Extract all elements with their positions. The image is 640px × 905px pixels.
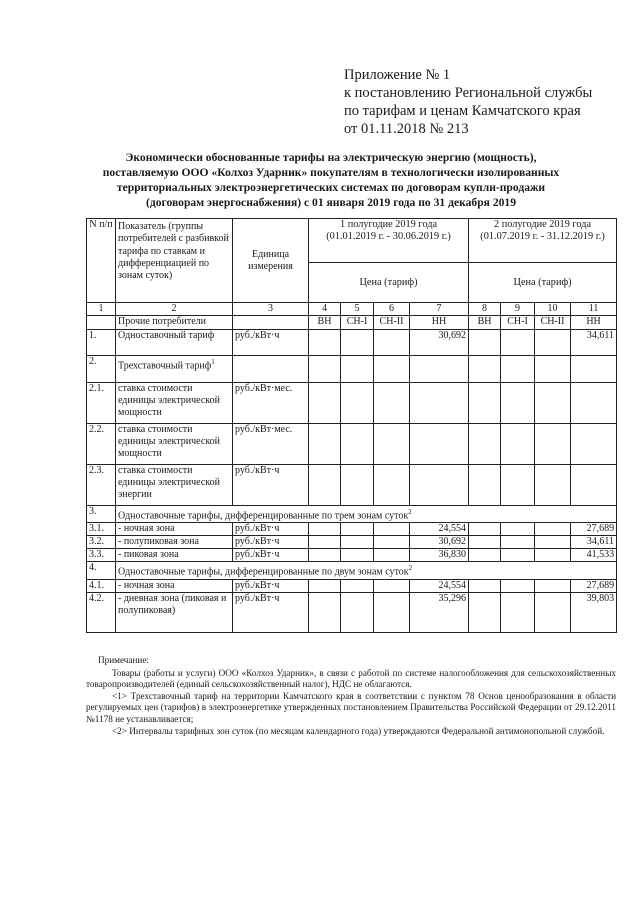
col-number: 9 [501, 303, 535, 316]
voltage-label: ВН [469, 316, 501, 330]
table-row [87, 356, 617, 383]
row-num: 3.1. [87, 523, 116, 536]
title-line-4: (договорам энергоснабжения) с 01 января 2019 года по 31 декабря 2019 [145, 196, 517, 209]
document-title [96, 150, 566, 210]
period-2-title: 2 полугодие 2019 года [494, 219, 592, 230]
col-number: 11 [571, 303, 617, 316]
col-number: 5 [341, 303, 374, 316]
row-name: ставка стоимости единицы электрической мощности [116, 424, 233, 465]
row-unit: руб./кВт·ч [233, 579, 309, 592]
other-consumers-row [87, 316, 617, 330]
row-num: 2.3. [87, 465, 116, 506]
table-row [87, 549, 617, 562]
table-row [87, 523, 617, 536]
row-unit: руб./кВт·мес. [233, 424, 309, 465]
row-num: 3.3. [87, 549, 116, 562]
row-unit: руб./кВт·мес. [233, 383, 309, 424]
value-nn-h2 [571, 356, 617, 383]
voltage-label: ВН [309, 316, 341, 330]
section-label-cell [116, 506, 617, 523]
row-unit: руб./кВт·ч [233, 465, 309, 506]
row-unit: руб./кВт·ч [233, 592, 309, 632]
tariff-table [86, 218, 617, 633]
row-num: 4.2. [87, 592, 116, 632]
table-row [87, 536, 617, 549]
title-line-3: территориальных электроэнергетических системах по договорам купли-продажи [116, 181, 546, 194]
row-unit: руб./кВт·ч [233, 523, 309, 536]
notes-block [86, 655, 616, 737]
appendix-line-2: к постановлению Региональной службы [344, 85, 593, 101]
column-number-row [87, 303, 617, 316]
section-row [87, 562, 617, 579]
col-number: 1 [87, 303, 116, 316]
footnote-marker: 2 [408, 564, 413, 573]
price-header-2: Цена (тариф) [469, 263, 617, 303]
section-label: Одноставочные тарифы, дифференцированные по трем зонам суток [118, 510, 409, 522]
value-nn-h1: 30,692 [410, 536, 469, 549]
value-nn-h2: 27,689 [571, 579, 617, 592]
section-label-cell [116, 562, 617, 579]
voltage-label: СН-II [535, 316, 571, 330]
value-nn-h2 [571, 424, 617, 465]
value-nn-h1: 35,296 [410, 592, 469, 632]
value-nn-h1: 36,830 [410, 549, 469, 562]
section-label: Одноставочные тарифы, дифференцированные по двум зонам суток [118, 566, 409, 578]
col-number: 7 [410, 303, 469, 316]
row-num: 1. [87, 330, 116, 356]
row-unit [233, 356, 309, 383]
voltage-label: НН [410, 316, 469, 330]
section-num: 4. [87, 562, 116, 579]
table-row [87, 424, 617, 465]
row-name: Одноставочный тариф [116, 330, 233, 356]
row-unit: руб./кВт·ч [233, 549, 309, 562]
voltage-label: СН-I [501, 316, 535, 330]
value-nn-h1 [410, 424, 469, 465]
row-name: - ночная зона [116, 579, 233, 592]
header-period-2 [469, 219, 617, 263]
table-row [87, 465, 617, 506]
value-nn-h2: 34,611 [571, 536, 617, 549]
voltage-label: НН [571, 316, 617, 330]
title-line-2: поставляемую ООО «Колхоз Ударник» покупателям в технологически изолированных [102, 166, 560, 179]
value-nn-h2: 27,689 [571, 523, 617, 536]
period-1-dates: (01.01.2019 г. - 30.06.2019 г.) [326, 231, 451, 242]
value-nn-h1 [410, 465, 469, 506]
row-num: 2.1. [87, 383, 116, 424]
value-nn-h2 [571, 383, 617, 424]
value-nn-h1 [410, 356, 469, 383]
value-nn-h2: 41,533 [571, 549, 617, 562]
row-name-cell [116, 356, 233, 383]
row-unit: руб./кВт·ч [233, 330, 309, 356]
value-nn-h1: 30,692 [410, 330, 469, 356]
price-header-1: Цена (тариф) [309, 263, 469, 303]
table-row [87, 330, 617, 356]
col-number: 6 [374, 303, 410, 316]
row-name: ставка стоимости единицы электрической энергии [116, 465, 233, 506]
notes-heading: Примечание: [98, 655, 149, 665]
header-num: N п/п [87, 219, 116, 303]
value-nn-h1 [410, 383, 469, 424]
note-footnote-1: <1> Трехставочный тариф на территории Камчатского края в соответствии с пунктом 78 Основ ценообразования в области регулируемых цен (тарифов) в электроэнергетике утвержденных постановлением Правительства Российской Федерации от 29.12.2011 №1178 не устанавливается; [86, 690, 616, 724]
row-name: Трехставочный тариф [118, 360, 212, 372]
section-row [87, 506, 617, 523]
note-paragraph: Товары (работы и услуги) ООО «Колхоз Ударник», в связи с работой по системе налогообложения для сельскохозяйственных товаропроизводителей (единый сельскохозяйственный налог), НДС не облагаются. [86, 667, 616, 690]
col-number: 8 [469, 303, 501, 316]
period-1-title: 1 полугодие 2019 года [339, 219, 438, 230]
value-nn-h1: 24,554 [410, 523, 469, 536]
appendix-line-1: Приложение № 1 [344, 67, 451, 83]
table-row [87, 579, 617, 592]
title-line-1: Экономически обоснованные тарифы на электрическую энергию (мощность), [125, 151, 537, 164]
row-unit: руб./кВт·ч [233, 536, 309, 549]
appendix-line-3: по тарифам и ценам Камчатского края [344, 103, 581, 119]
appendix-header [344, 66, 592, 138]
appendix-line-4: от 01.11.2018 № 213 [344, 121, 469, 137]
row-num: 2.2. [87, 424, 116, 465]
value-nn-h1: 24,554 [410, 579, 469, 592]
row-name: - пиковая зона [116, 549, 233, 562]
header-period-1 [309, 219, 469, 263]
col-number: 2 [116, 303, 233, 316]
row-name: - полупиковая зона [116, 536, 233, 549]
row-name: - ночная зона [116, 523, 233, 536]
row-name: - дневная зона (пиковая и полупиковая) [116, 592, 233, 632]
period-2-dates: (01.07.2019 г. - 31.12.2019 г.) [480, 231, 605, 242]
voltage-label: СН-I [341, 316, 374, 330]
footnote-marker: 1 [211, 358, 215, 366]
value-nn-h2 [571, 465, 617, 506]
table-row [87, 592, 617, 632]
table-row [87, 383, 617, 424]
header-unit: Единица измерения [233, 219, 309, 303]
voltage-label: СН-II [374, 316, 410, 330]
other-consumers-label: Прочие потребители [116, 316, 233, 330]
col-number: 3 [233, 303, 309, 316]
row-num: 3.2. [87, 536, 116, 549]
col-number: 4 [309, 303, 341, 316]
footnote-marker: 2 [408, 508, 412, 516]
col-number: 10 [535, 303, 571, 316]
row-name: ставка стоимости единицы электрической мощности [116, 383, 233, 424]
section-num: 3. [87, 506, 116, 523]
value-nn-h2: 39,803 [571, 592, 617, 632]
row-num: 2. [87, 356, 116, 383]
value-nn-h2: 34,611 [571, 330, 617, 356]
note-footnote-2: <2> Интервалы тарифных зон суток (по месяцам календарного года) утверждаются Федеральной антимонопольной службой. [112, 725, 605, 736]
header-indicator: Показатель (группы потребителей с разбивкой тарифа по ставкам и дифференциацией по зонам суток) [116, 219, 233, 303]
header-row [87, 219, 617, 263]
row-num: 4.1. [87, 579, 116, 592]
